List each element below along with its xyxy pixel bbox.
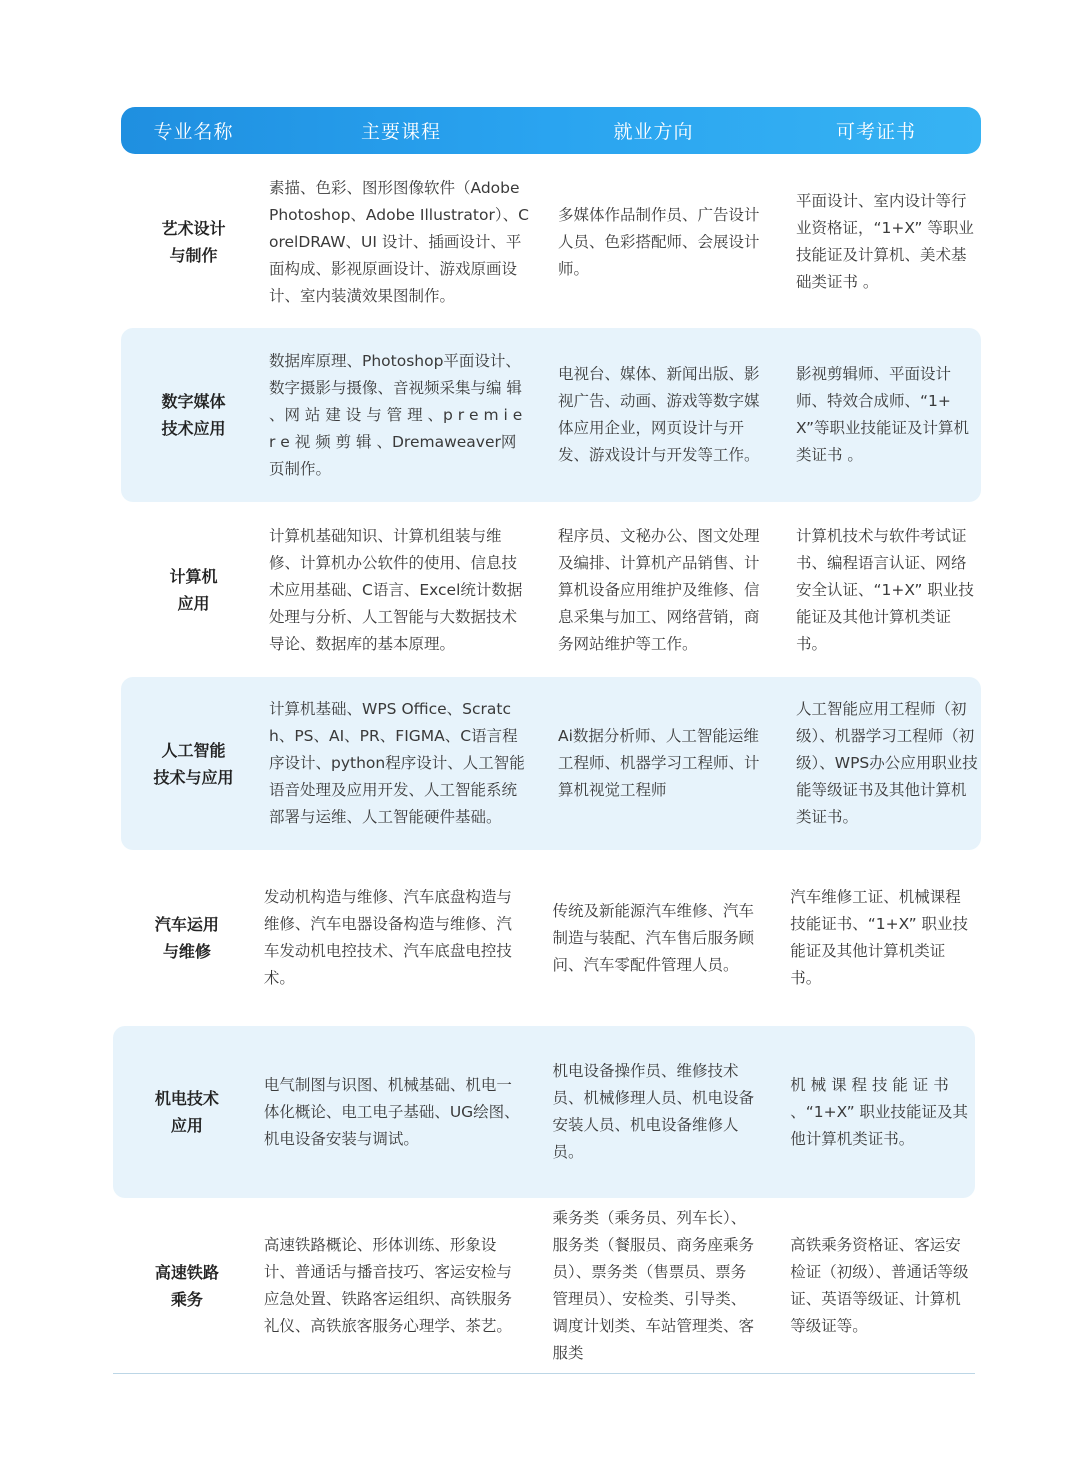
table-row [121,510,981,670]
header-major: 专业名称 [153,121,234,143]
courses-cell: 计算机基础知识、计算机组装与维修、计算机办公软件的使用、信息技术应用基础、C语言、Excel统计数据处理与分析、人工智能与大数据技术导论、数据库的基本原理。 [269,526,523,653]
table-row [113,1026,975,1198]
table-row [121,328,981,502]
header-jobs: 就业方向 [613,121,694,143]
table-row [121,164,981,320]
header-certs: 可考证书 [835,121,916,143]
major-name: 数字媒体 技术应用 [161,392,226,438]
certs-cell: 平面设计、室内设计等行业资格证，“1+X” 等职业技能证及计算机、美术基础类证书 。 [796,192,974,291]
major-name: 人工智能 技术与应用 [153,740,234,787]
jobs-cell: 乘务类（乘务员、列车长）、服务类（餐服员、商务座乘务员）、票务类（售票员、票务管理员）、安检类、引导类、调度计划类、车站管理类、客服类 [552,1209,754,1362]
major-name: 计算机 应用 [169,567,218,613]
certs-cell: 影视剪辑师、平面设计师、特效合成师、“1+X”等职业技能证及计算机类证书 。 [796,365,970,464]
table-header [121,107,981,154]
courses-cell: 电气制图与识图、机械基础、机电一体化概论、电工电子基础、UG绘图、机电设备安装与调试。 [263,1075,520,1148]
header-courses: 主要课程 [360,121,441,143]
jobs-cell: 程序员、文秘办公、图文处理及编排、计算机产品销售、计算机设备应用维护及维修、信息采集与加工、网络营销，商务网站维护等工作。 [558,526,760,653]
table-row [113,1206,975,1366]
bottom-divider [113,1373,975,1374]
major-name: 艺术设计 与制作 [161,219,226,265]
major-name: 机电技术 应用 [154,1089,219,1135]
jobs-cell: 多媒体作品制作员、广告设计人员、色彩搭配师、会展设计师。 [558,205,760,278]
certs-cell: 高铁乘务资格证、客运安检证（初级）、普通话等级证、英语等级证、计算机等级证等。 [790,1236,969,1335]
certs-cell: 汽车维修工证、机械课程技能证书、“1+X” 职业技能证及其他计算机类证书。 [790,888,969,987]
certs-cell: 计算机技术与软件考试证书、编程语言认证、网络安全认证、“1+X” 职业技能证及其他计算机类证书。 [796,526,974,653]
major-name: 汽车运用 与维修 [154,915,219,961]
jobs-cell: Ai数据分析师、人工智能运维工程师、机器学习工程师、计算机视觉工程师 [558,727,760,799]
courses-cell: 数据库原理、Photoshop平面设计、数字摄影与摄像、音视频采集与编 辑 、网 站 建 设 与 管 理 、p r e m i e r e 视 频 剪 辑 、Dremaweaver网页制作。 [269,351,523,478]
jobs-cell: 传统及新能源汽车维修、汽车制造与装配、汽车售后服务顾问、汽车零配件管理人员。 [552,901,754,974]
courses-cell: 计算机基础、WPS Office、Scratch、PS、AI、PR、FIGMA、C语言程序设计、python程序设计、人工智能语音处理及应用开发、人工智能系统部署与运维、人工智能硬件基础。 [269,700,525,826]
courses-cell: 发动机构造与维修、汽车底盘构造与维修、汽车电器设备构造与维修、汽车发动机电控技术、汽车底盘电控技术。 [263,888,512,987]
certs-cell: 机 械 课 程 技 能 证 书 、“1+X” 职业技能证及其他计算机类证书。 [790,1075,969,1148]
table-row [113,858,975,1018]
certs-cell: 人工智能应用工程师（初级）、机器学习工程师（初级）、WPS办公应用职业技能等级证书及其他计算机类证书。 [796,700,978,826]
jobs-cell: 电视台、媒体、新闻出版、影视广告、动画、游戏等数字媒体应用企业，网页设计与开发、游戏设计与开发等工作。 [558,365,760,464]
major-name: 高速铁路 乘务 [154,1263,219,1309]
table-row [121,677,981,850]
courses-cell: 高速铁路概论、形体训练、形象设计、普通话与播音技巧、客运安检与应急处置、铁路客运组织、高铁服务礼仪、高铁旅客服务心理学、茶艺。 [263,1236,512,1335]
jobs-cell: 机电设备操作员、维修技术员、机械修理人员、机电设备安装人员、机电设备维修人员。 [552,1062,754,1161]
courses-cell: 素描、色彩、图形图像软件（Adobe Photoshop、Adobe Illustrator）、CorelDRAW、UI 设计、插画设计、平面构成、影视原画设计、游戏原画设计、室内装潢效果图制作。 [269,178,529,305]
